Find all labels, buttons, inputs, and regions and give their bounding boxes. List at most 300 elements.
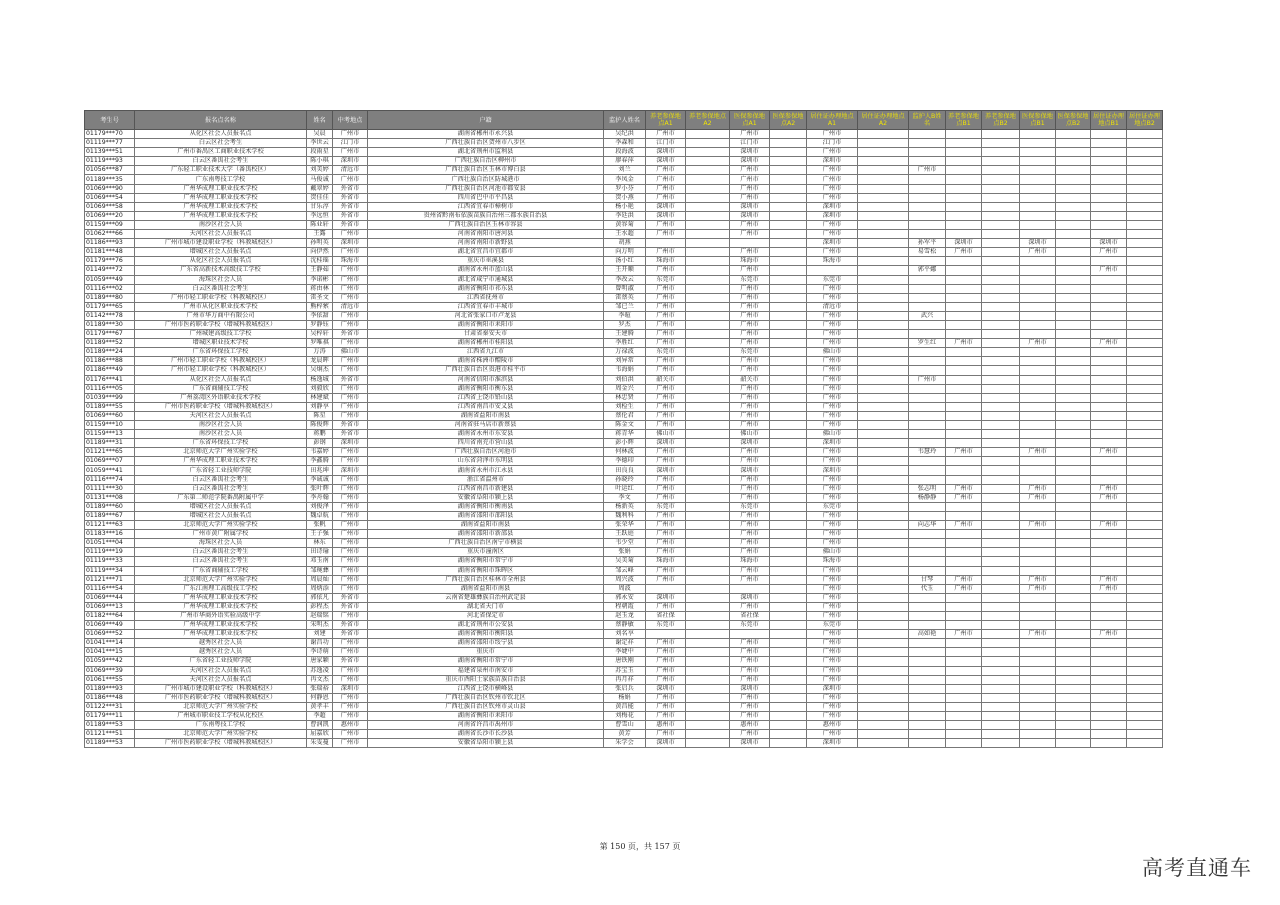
table-cell: 河南省信阳市淮滨县 (368, 375, 604, 384)
table-cell: 佛山市 (807, 548, 858, 557)
table-cell (909, 611, 946, 620)
table-cell (1091, 457, 1127, 466)
table-cell (858, 548, 909, 557)
table-cell (982, 402, 1020, 411)
table-cell (946, 639, 982, 648)
table-row (85, 266, 1163, 275)
table-cell: 广州市 (730, 566, 770, 575)
table-cell (982, 293, 1020, 302)
table-cell (686, 293, 730, 302)
table-cell: 01159***10 (85, 421, 135, 430)
table-cell (1127, 393, 1163, 402)
table-cell: 湖南省衡阳市祁东县 (368, 284, 604, 293)
table-row (85, 302, 1163, 311)
table-cell (1056, 293, 1091, 302)
table-cell: 广州市 (807, 393, 858, 402)
table-cell: 广州市 (730, 475, 770, 484)
table-cell: 01069***20 (85, 211, 135, 220)
table-cell: 广州市 (807, 421, 858, 430)
table-cell (686, 511, 730, 520)
table-cell: 北京师范大学广州实验学校 (135, 730, 307, 739)
table-cell (946, 611, 982, 620)
table-cell (1020, 175, 1056, 184)
table-row (85, 666, 1163, 675)
column-header: 考生号 (85, 111, 135, 130)
table-cell (770, 421, 807, 430)
table-row (85, 384, 1163, 393)
table-cell (1056, 402, 1091, 411)
table-cell: 江西省上饶市横峰县 (368, 684, 604, 693)
table-cell: 谢昌功 (307, 639, 333, 648)
table-cell (858, 184, 909, 193)
table-cell: 01069***60 (85, 411, 135, 420)
table-cell (1056, 611, 1091, 620)
table-cell: 01189***53 (85, 739, 135, 748)
table-cell: 深圳市 (646, 739, 686, 748)
table-cell: 广州市 (807, 630, 858, 639)
table-row (85, 566, 1163, 575)
table-cell: 周波 (604, 584, 646, 593)
table-cell: 广州市 (730, 357, 770, 366)
table-cell: 韶关市 (730, 375, 770, 384)
table-cell (1020, 712, 1056, 721)
table-cell: 广州市 (807, 702, 858, 711)
table-cell: 广州市 (807, 448, 858, 457)
table-cell (1091, 202, 1127, 211)
table-cell (946, 302, 982, 311)
table-cell (1091, 139, 1127, 148)
table-cell: 广西壮族自治区玉林市容县 (368, 220, 604, 229)
table-cell (1127, 702, 1163, 711)
table-cell: 杨逸城 (307, 375, 333, 384)
table-cell: 广州市 (646, 693, 686, 702)
table-cell: 黄芳 (604, 730, 646, 739)
table-cell: 湖北省咸宁市通城县 (368, 275, 604, 284)
table-cell: 白云区番禺社会考生 (135, 548, 307, 557)
table-cell: 广州市 (730, 448, 770, 457)
table-cell (1056, 248, 1091, 257)
column-header: 监护人B姓名 (909, 111, 946, 130)
table-cell: 广州市 (646, 675, 686, 684)
table-cell (946, 566, 982, 575)
table-cell: 广州市城市建设职业学校（科教城校区） (135, 239, 307, 248)
table-cell: 外省市 (333, 330, 368, 339)
table-cell: 广州市 (646, 448, 686, 457)
table-row (85, 402, 1163, 411)
table-row (85, 366, 1163, 375)
table-cell (909, 366, 946, 375)
table-cell: 外省市 (333, 630, 368, 639)
table-cell: 01121***51 (85, 730, 135, 739)
table-cell: 林东 (307, 539, 333, 548)
table-cell (1127, 248, 1163, 257)
table-cell (1127, 602, 1163, 611)
table-cell (646, 239, 686, 248)
column-header: 养老参保地点A1 (646, 111, 686, 130)
table-cell (686, 184, 730, 193)
table-cell (1020, 293, 1056, 302)
table-cell (858, 266, 909, 275)
table-cell (1091, 530, 1127, 539)
table-cell (1020, 375, 1056, 384)
table-cell (770, 166, 807, 175)
table-cell (1020, 530, 1056, 539)
table-cell: 01181***48 (85, 248, 135, 257)
table-cell (686, 257, 730, 266)
table-cell: 杨新英 (604, 502, 646, 511)
table-row (85, 539, 1163, 548)
table-cell: 广州市 (730, 530, 770, 539)
table-cell: 广州市 (333, 611, 368, 620)
table-row (85, 475, 1163, 484)
table-cell: 广州市 (1020, 493, 1056, 502)
table-cell: 何林波 (604, 448, 646, 457)
table-cell: 广州市 (730, 339, 770, 348)
table-cell: 广州市 (1091, 584, 1127, 593)
table-cell: 邹琬彝 (307, 566, 333, 575)
table-cell: 张叶辉 (307, 484, 333, 493)
table-cell (946, 293, 982, 302)
table-cell (1127, 311, 1163, 320)
table-cell (982, 211, 1020, 220)
table-cell (858, 475, 909, 484)
table-cell: 广州市 (807, 402, 858, 411)
table-cell (858, 293, 909, 302)
table-cell (1091, 148, 1127, 157)
table-cell (770, 530, 807, 539)
table-cell: 广州市 (333, 402, 368, 411)
table-cell (982, 239, 1020, 248)
table-cell (1056, 575, 1091, 584)
table-cell: 广州市 (333, 557, 368, 566)
table-cell: 广州市 (646, 302, 686, 311)
table-cell (686, 484, 730, 493)
table-cell (1020, 511, 1056, 520)
table-cell: 广州市 (1020, 521, 1056, 530)
table-cell (946, 275, 982, 284)
table-cell: 广州市 (730, 575, 770, 584)
table-cell: 广州市 (730, 266, 770, 275)
table-cell: 广州市城市建设职业学校（科教城校区） (135, 684, 307, 693)
table-cell: 刘毅欣 (307, 384, 333, 393)
table-cell: 广州市 (646, 730, 686, 739)
table-cell: 01116***74 (85, 475, 135, 484)
table-cell: 韶关市 (646, 375, 686, 384)
table-cell (1127, 375, 1163, 384)
table-row (85, 448, 1163, 457)
table-cell: 广州市 (807, 293, 858, 302)
table-cell (686, 393, 730, 402)
table-cell: 广州市 (646, 475, 686, 484)
table-cell: 01119***33 (85, 557, 135, 566)
table-cell (770, 357, 807, 366)
table-cell: 福建省泉州市南安市 (368, 666, 604, 675)
table-cell (770, 148, 807, 157)
table-cell (686, 457, 730, 466)
table-cell: 越秀区社会人员 (135, 648, 307, 657)
table-cell (982, 639, 1020, 648)
table-cell: 李廷洪 (604, 211, 646, 220)
table-cell: 广州市 (333, 521, 368, 530)
table-cell: 01122***31 (85, 702, 135, 711)
table-cell (982, 302, 1020, 311)
table-cell: 广州市 (730, 457, 770, 466)
table-cell: 湖南省邵阳市邵阳县 (368, 511, 604, 520)
table-cell (982, 130, 1020, 139)
table-cell (909, 430, 946, 439)
table-cell: 广州市医药职业学校（增城科教城校区） (135, 693, 307, 702)
table-cell: 广州市 (333, 357, 368, 366)
table-cell (1091, 566, 1127, 575)
table-cell (1056, 693, 1091, 702)
table-cell: 张娟 (604, 548, 646, 557)
table-cell: 深圳市 (807, 157, 858, 166)
table-cell: 增城区社会人员报名点 (135, 502, 307, 511)
table-cell (858, 320, 909, 329)
table-cell: 湖南省郴州市永兴县 (368, 130, 604, 139)
table-cell: 广州市 (946, 584, 982, 593)
table-row (85, 184, 1163, 193)
table-cell: 杨静静 (909, 493, 946, 502)
table-cell: 广州市 (946, 448, 982, 457)
table-cell (686, 684, 730, 693)
table-cell: 周炳添 (307, 584, 333, 593)
table-cell (1127, 475, 1163, 484)
table-cell (1091, 366, 1127, 375)
table-cell (858, 284, 909, 293)
table-cell (858, 484, 909, 493)
table-cell (1020, 302, 1056, 311)
table-cell: 李远恒 (307, 211, 333, 220)
table-cell: 曹雪山 (604, 721, 646, 730)
table-cell: 广州市 (730, 366, 770, 375)
table-cell: 北京师范大学广州实验学校 (135, 702, 307, 711)
table-cell: 广州市 (730, 284, 770, 293)
table-cell: 01179***70 (85, 130, 135, 139)
table-cell: 高如艳 (909, 630, 946, 639)
table-cell (1091, 175, 1127, 184)
table-cell (982, 139, 1020, 148)
table-cell: 谢定祥 (604, 639, 646, 648)
table-cell: 广东省轻工业技师学院 (135, 657, 307, 666)
table-cell (858, 211, 909, 220)
page-number: 第 150 页，共 157 页 (599, 842, 681, 851)
table-cell: 江西省南昌市新建县 (368, 484, 604, 493)
table-cell: 邹已兰 (604, 302, 646, 311)
table-row (85, 202, 1163, 211)
table-cell: 广州市 (807, 575, 858, 584)
table-cell: 安徽省阜阳市颍上县 (368, 493, 604, 502)
table-cell: 广州市 (333, 675, 368, 684)
table-cell: 广州市 (730, 193, 770, 202)
table-cell: 东莞市 (807, 502, 858, 511)
table-cell: 01189***67 (85, 511, 135, 520)
table-cell (946, 502, 982, 511)
table-cell: 广州市 (730, 320, 770, 329)
table-cell: 广州市 (807, 175, 858, 184)
table-cell (982, 593, 1020, 602)
table-cell: 白云区番禺社会考生 (135, 484, 307, 493)
table-cell: 广西壮族自治区桂林市全州县 (368, 575, 604, 584)
table-cell: 广州市 (646, 284, 686, 293)
table-cell (858, 220, 909, 229)
table-cell (858, 575, 909, 584)
table-row (85, 675, 1163, 684)
table-cell (982, 175, 1020, 184)
table-cell (946, 739, 982, 748)
table-cell: 广州市 (333, 393, 368, 402)
table-cell: 01189***60 (85, 502, 135, 511)
table-cell (770, 675, 807, 684)
table-cell (1127, 448, 1163, 457)
table-cell (1056, 439, 1091, 448)
table-cell (982, 266, 1020, 275)
table-cell: 珠海市 (646, 257, 686, 266)
table-row (85, 684, 1163, 693)
table-cell: 广州市 (807, 584, 858, 593)
table-cell (1127, 384, 1163, 393)
table-row (85, 630, 1163, 639)
table-cell (909, 293, 946, 302)
table-cell (909, 639, 946, 648)
table-cell (1020, 739, 1056, 748)
table-cell: 广州市 (807, 593, 858, 602)
table-cell: 广州市 (333, 493, 368, 502)
table-row (85, 511, 1163, 520)
table-cell: 罗生红 (909, 339, 946, 348)
table-cell: 广州市 (807, 730, 858, 739)
table-cell: 广西壮族自治区河池市都安县 (368, 184, 604, 193)
table-cell: 湖南省永州市东安县 (368, 430, 604, 439)
table-cell (770, 557, 807, 566)
table-cell: 广州市 (807, 384, 858, 393)
table-cell (686, 211, 730, 220)
table-cell (1056, 357, 1091, 366)
table-cell (858, 739, 909, 748)
table-row (85, 557, 1163, 566)
table-cell: 01182***64 (85, 611, 135, 620)
table-cell (1127, 184, 1163, 193)
table-cell: 广东第二师范学院番禺附属中学 (135, 493, 307, 502)
table-cell: 江西省宜春市丰城市 (368, 302, 604, 311)
table-cell: 广州市 (646, 320, 686, 329)
column-header: 医保参保地点B1 (1020, 111, 1056, 130)
table-cell (1091, 130, 1127, 139)
table-cell (858, 166, 909, 175)
table-cell: 广州市轻工职业学校（科教城校区） (135, 293, 307, 302)
table-cell: 蒋鹏 (307, 430, 333, 439)
table-cell (770, 375, 807, 384)
table-cell: 广州市 (646, 175, 686, 184)
table-cell: 广州市 (807, 693, 858, 702)
table-cell (946, 148, 982, 157)
table-cell (909, 666, 946, 675)
table-cell: 01189***80 (85, 293, 135, 302)
table-cell: 广州市 (333, 175, 368, 184)
table-cell (1020, 657, 1056, 666)
table-cell (770, 193, 807, 202)
table-cell (1091, 348, 1127, 357)
table-cell: 广州市 (807, 648, 858, 657)
table-cell (1056, 448, 1091, 457)
table-cell (770, 348, 807, 357)
table-cell (1056, 193, 1091, 202)
table-cell: 杨小艳 (604, 202, 646, 211)
table-cell: 刘梅花 (604, 712, 646, 721)
table-cell (770, 493, 807, 502)
table-cell (982, 366, 1020, 375)
table-cell: 郭永安 (604, 593, 646, 602)
table-cell (770, 584, 807, 593)
table-cell: 01069***90 (85, 184, 135, 193)
table-cell (770, 302, 807, 311)
table-cell (982, 602, 1020, 611)
table-cell (1127, 584, 1163, 593)
table-cell: 广州市 (333, 693, 368, 702)
table-cell (1127, 193, 1163, 202)
table-cell (982, 184, 1020, 193)
table-cell: 广州市 (333, 648, 368, 657)
table-cell: 曾明淑 (604, 284, 646, 293)
table-cell: 广州市 (333, 548, 368, 557)
table-cell (858, 348, 909, 357)
table-row (85, 657, 1163, 666)
table-cell: 珠海市 (333, 257, 368, 266)
table-cell: 冉文杰 (307, 675, 333, 684)
table-cell: 广州市 (333, 457, 368, 466)
table-cell: 向伊然 (307, 248, 333, 257)
table-cell (1056, 375, 1091, 384)
table-cell (982, 448, 1020, 457)
table-cell (982, 575, 1020, 584)
table-cell: 刘静享 (307, 402, 333, 411)
table-cell (1127, 666, 1163, 675)
table-cell: 李凤金 (604, 175, 646, 184)
table-cell (686, 220, 730, 229)
table-cell (909, 566, 946, 575)
table-cell (982, 539, 1020, 548)
table-cell: 广州市 (333, 702, 368, 711)
table-cell: 广东江南理工高级技工学校 (135, 584, 307, 593)
table-cell: 01116***02 (85, 284, 135, 293)
table-cell: 广州市 (646, 702, 686, 711)
table-cell (770, 320, 807, 329)
table-cell: 广州市 (333, 530, 368, 539)
table-cell: 苏宝玉 (604, 666, 646, 675)
table-cell (1091, 220, 1127, 229)
table-cell (909, 357, 946, 366)
table-cell: 清远市 (807, 302, 858, 311)
table-cell: 01186***49 (85, 366, 135, 375)
table-cell: 河南省许昌市禹州市 (368, 721, 604, 730)
table-cell: 01186***48 (85, 693, 135, 702)
table-cell: 刘兰 (604, 166, 646, 175)
table-cell (730, 630, 770, 639)
table-cell (1091, 511, 1127, 520)
table-cell (858, 275, 909, 284)
table-cell (770, 475, 807, 484)
table-cell: 朱雯蔓 (307, 739, 333, 748)
table-cell (686, 230, 730, 239)
table-cell (1056, 411, 1091, 420)
table-row (85, 457, 1163, 466)
table-cell (982, 320, 1020, 329)
table-cell (946, 675, 982, 684)
table-cell (858, 257, 909, 266)
table-cell (686, 139, 730, 148)
table-cell: 广州市 (807, 411, 858, 420)
table-cell: 万涛 (307, 348, 333, 357)
